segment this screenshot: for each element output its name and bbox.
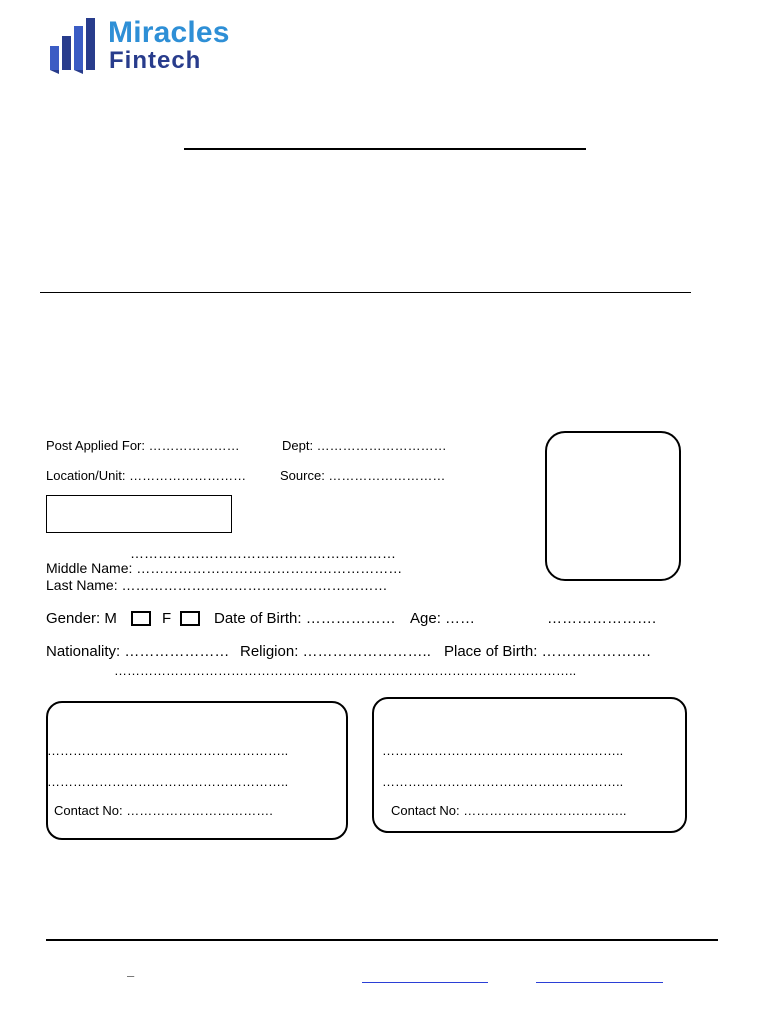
address-left-line-2[interactable]: ………………………………………………..	[47, 774, 289, 789]
source-field[interactable]: Source: ………………………	[280, 468, 446, 483]
long-dots-field[interactable]: ……………………………………………………………………………………………..	[114, 663, 577, 678]
brand-name-fintech: Fintech	[109, 47, 202, 74]
footer-divider	[46, 939, 718, 941]
date-of-birth-field[interactable]: Date of Birth: ………………	[214, 610, 396, 627]
last-name-field[interactable]: Last Name: …………………………………………………	[46, 577, 388, 593]
extra-dots-field[interactable]: ………………….	[547, 610, 657, 627]
footer-link-left[interactable]	[362, 982, 488, 983]
address-box-left	[46, 701, 348, 840]
dept-field[interactable]: Dept: …………………………	[282, 438, 447, 453]
first-name-field[interactable]: …………………………………………………	[130, 545, 396, 561]
address-left-contact[interactable]: Contact No: …………………………….	[54, 803, 273, 818]
footer-dash: –	[127, 968, 135, 983]
address-right-contact[interactable]: Contact No: ………………………………..	[391, 803, 627, 818]
gender-label: Gender: M	[46, 610, 117, 627]
address-right-line-1[interactable]: ………………………………………………..	[382, 743, 624, 758]
name-box[interactable]	[46, 495, 232, 533]
gender-f-checkbox[interactable]	[180, 611, 200, 626]
gender-m-checkbox[interactable]	[131, 611, 151, 626]
religion-field[interactable]: Religion: ……………………..	[240, 643, 431, 660]
place-of-birth-field[interactable]: Place of Birth: ………………….	[444, 643, 651, 660]
age-field[interactable]: Age: ……	[410, 610, 476, 627]
brand-name-miracles: Miracles	[108, 16, 230, 49]
bar-chart-logo-icon	[48, 16, 100, 74]
nationality-field[interactable]: Nationality: …………………	[46, 643, 230, 660]
photo-box	[545, 431, 681, 581]
title-underline	[184, 148, 586, 150]
location-unit-field[interactable]: Location/Unit: ………………………	[46, 468, 247, 483]
address-left-line-1[interactable]: ………………………………………………..	[47, 743, 289, 758]
footer-link-right[interactable]	[536, 982, 663, 983]
middle-name-field[interactable]: Middle Name: …………………………………………………	[46, 560, 403, 576]
company-logo	[48, 16, 258, 78]
post-applied-for-field[interactable]: Post Applied For: …………………	[46, 438, 240, 453]
gender-f-label: F	[162, 610, 172, 627]
section-divider	[40, 292, 691, 293]
address-right-line-2[interactable]: ………………………………………………..	[382, 774, 624, 789]
